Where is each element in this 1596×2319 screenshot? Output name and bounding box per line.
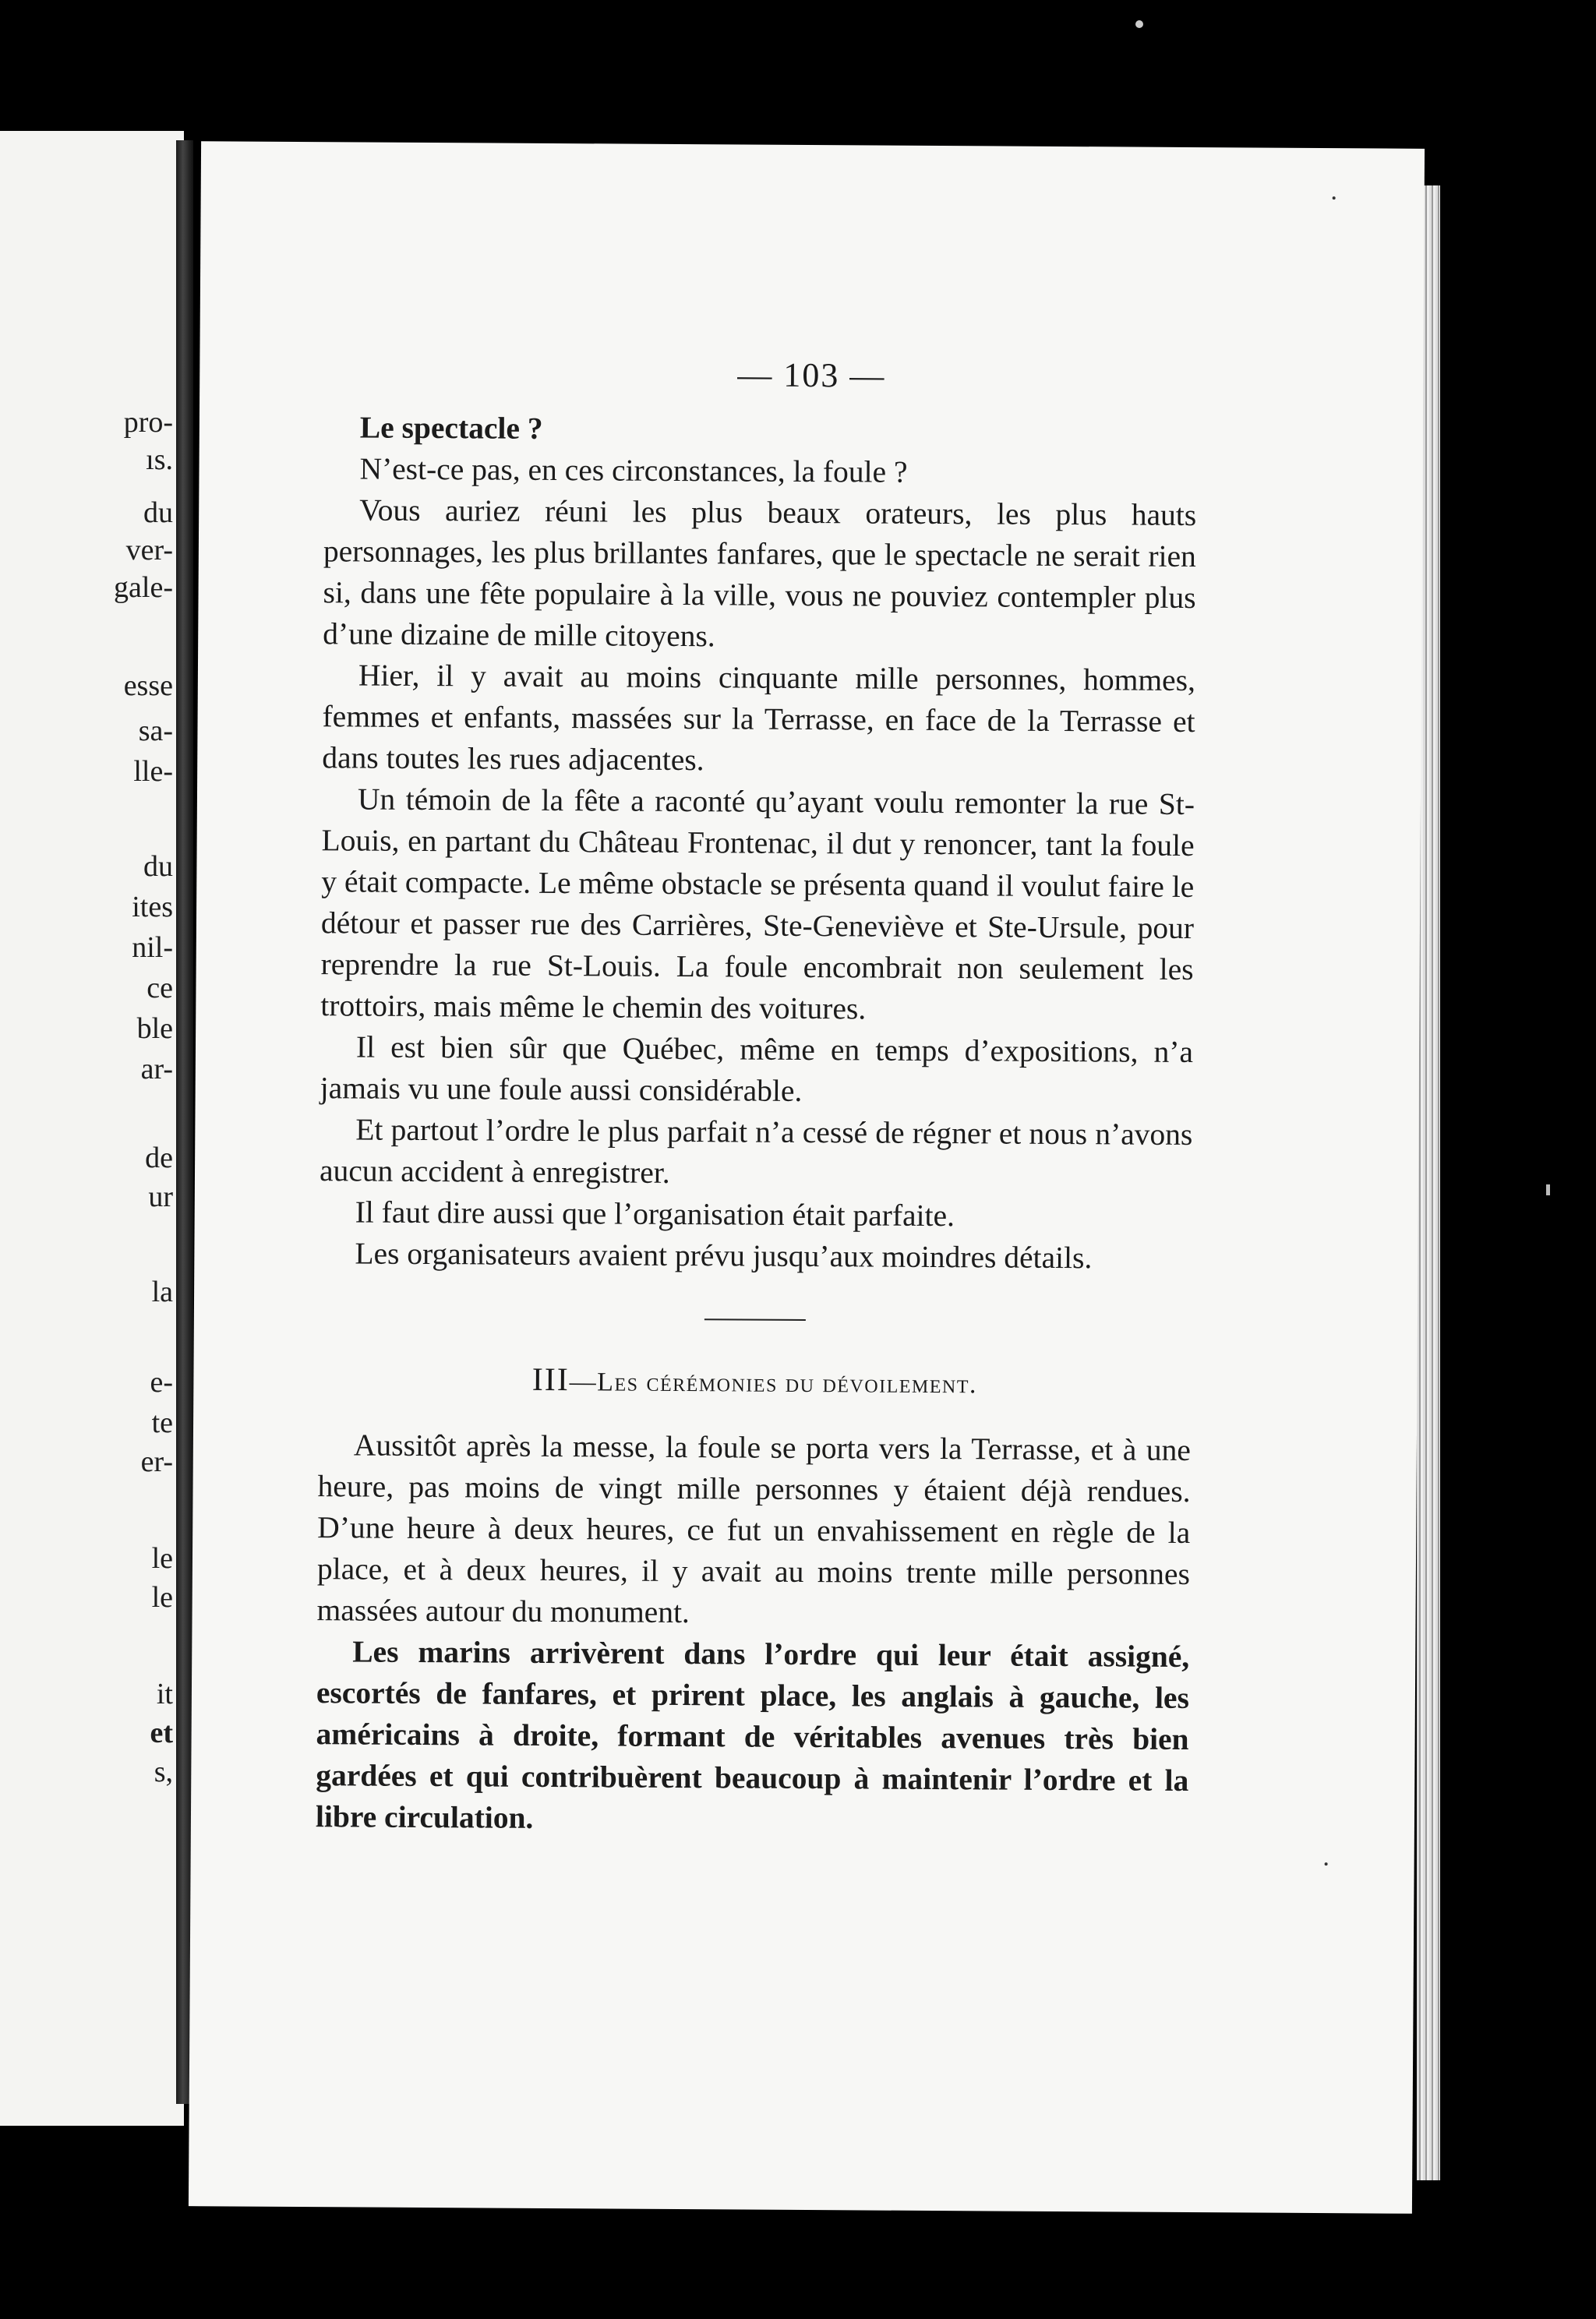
- left-fragment-line: it: [156, 1678, 173, 1710]
- section-numeral: III: [531, 1361, 570, 1399]
- paragraph: Il faut dire aussi que l’organisation était parfaite.: [355, 1195, 955, 1234]
- paragraph: Aussitôt après la messe, la foule se porta vers la Terrasse, et à une heure, pas moins de vingt mille personnes y étaient déjà rendues. D’une heure à deux heures, ce fut un envahissement en règle de la place, et à deux heures, il y avait au moins trente mille personnes massées autour du monument.: [316, 1428, 1192, 1630]
- scan-mark: [1135, 20, 1143, 28]
- left-fragment-line: et: [150, 1717, 173, 1749]
- page-body: [316, 407, 1197, 1843]
- left-fragment-line: ble: [136, 1012, 173, 1045]
- page-number: — 103 —: [737, 355, 886, 395]
- paper-speck: [1325, 1862, 1328, 1865]
- paper-speck: [1333, 196, 1336, 199]
- scan-mark: [1546, 1184, 1550, 1195]
- paragraph: Et partout l’ordre le plus parfait n’a cessé de régner et nous n’avons aucun accident à enregistrer.: [319, 1112, 1193, 1190]
- left-fragment-line: nil-: [132, 931, 173, 964]
- left-fragment-line: gale-: [114, 571, 173, 604]
- left-fragment-line: la: [151, 1276, 173, 1308]
- left-fragment-line: de: [145, 1142, 173, 1174]
- left-fragment-line: e-: [150, 1366, 173, 1399]
- paragraph: Les organisateurs avaient prévu jusqu’aux moindres détails.: [355, 1236, 1093, 1276]
- paragraph: Il est bien sûr que Québec, même en temps d’expositions, n’a jamais vu une foule aussi considérable.: [320, 1029, 1194, 1108]
- section-heading: [318, 1358, 1191, 1407]
- left-fragment-line: esse: [123, 669, 173, 702]
- left-fragment-line: le: [151, 1581, 173, 1614]
- left-fragment-line: er-: [140, 1445, 173, 1478]
- left-fragment-line: du: [143, 496, 173, 529]
- left-fragment-line: sa-: [138, 715, 173, 747]
- left-fragment-line: du: [143, 850, 173, 883]
- left-fragment-line: ce: [147, 972, 173, 1004]
- left-fragment-line: ar-: [140, 1053, 173, 1085]
- paragraph: Un témoin de la fête a raconté qu’ayant voulu remonter la rue St-Louis, en partant du Château Frontenac, il dut y renoncer, tant la foule y était compacte. Le même obstacle se présenta quand il voulut faire le détour et passer rue des Carrières, Ste-Geneviève et Ste-Ursule, pour reprendre la rue St-Louis. La foule encombrait non seulement les trottoirs, mais même le chemin des voitures.: [320, 782, 1195, 1026]
- paragraph: Les marins arrivèrent dans l’ordre qui leur était assigné, escortés de fanfares, et prirent place, les anglais à gauche, les américains à droite, formant de véritables avenues très bien gardées et qui contribuèrent beaucoup à maintenir l’ordre et la libre circulation.: [315, 1634, 1190, 1835]
- paragraph: N’est-ce pas, en ces circonstances, la foule ?: [359, 451, 908, 489]
- left-fragment-line: pro-: [123, 406, 173, 439]
- paragraph: Vous auriez réuni les plus beaux orateurs, les plus hauts personnages, les plus brillantes fanfares, que le spectacle ne serait rien si, dans une fête populaire à la ville, vous ne pouviez contempler plus d’une dizaine de mille citoyens.: [323, 492, 1197, 654]
- left-fragment-line: ites: [132, 891, 173, 923]
- section-divider: [704, 1318, 806, 1321]
- left-fragment-line: te: [151, 1407, 173, 1439]
- paragraph: Hier, il y avait au moins cinquante mille personnes, hommes, femmes et enfants, massées sur la Terrasse, en face de la Terrasse et dans toutes les rues adjacentes.: [322, 658, 1196, 778]
- left-page-fragment: [0, 131, 184, 2126]
- left-fragment-line: ver-: [125, 534, 173, 567]
- section-title: —Les cérémonies du dévoilement.: [569, 1368, 978, 1400]
- left-fragment-line: le: [151, 1542, 173, 1575]
- paragraph: Le spectacle ?: [359, 410, 543, 446]
- left-fragment-line: ıs.: [146, 443, 173, 476]
- left-fragment-line: lle-: [133, 755, 173, 788]
- left-fragment-line: ur: [148, 1181, 173, 1213]
- left-fragment-line: s,: [154, 1756, 173, 1788]
- book-page: [189, 141, 1425, 2214]
